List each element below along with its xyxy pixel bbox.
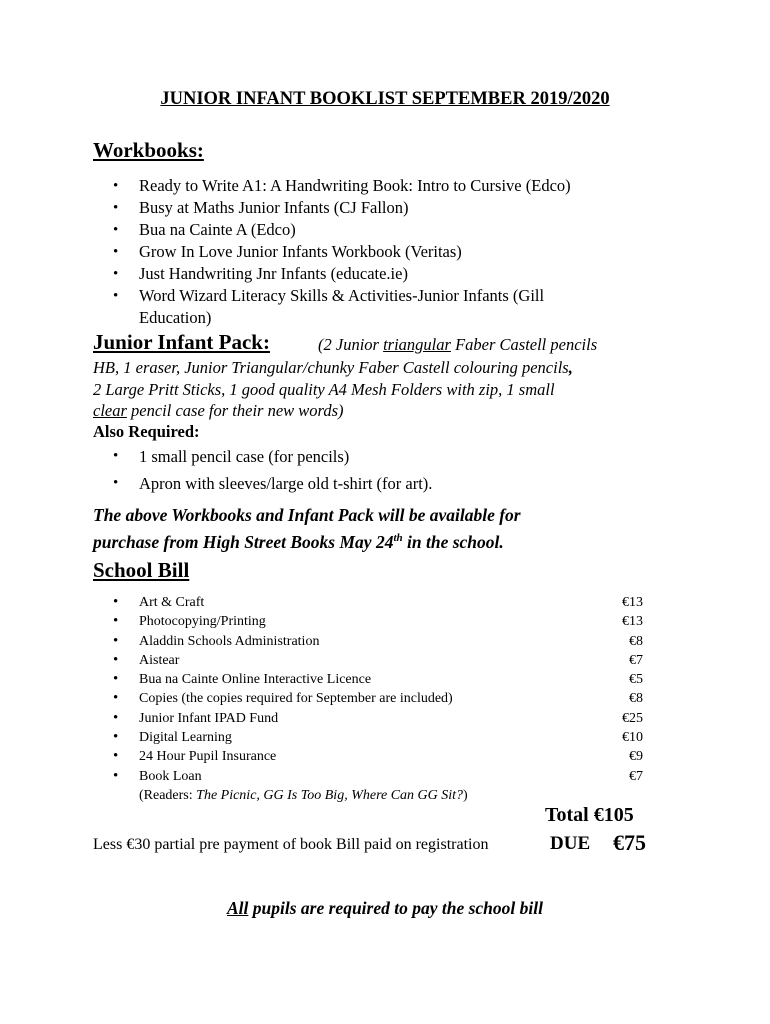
bullet-icon: • — [113, 594, 119, 610]
bullet-icon: • — [113, 767, 119, 784]
bullet-icon: • — [113, 613, 119, 630]
school-bill-list — [93, 593, 649, 805]
bullet-icon: • — [113, 709, 119, 726]
payment-requirement-note: All pupils are required to pay the school bill — [226, 898, 543, 918]
bullet-icon: • — [113, 178, 119, 194]
bill-item: • Aladdin Schools Administration €8 — [93, 632, 649, 651]
bullet-icon: • — [113, 475, 119, 491]
bill-total: Total €105 — [545, 804, 634, 826]
bullet-icon: • — [113, 632, 119, 649]
list-item: • Busy at Maths Junior Infants (CJ Fallon) — [113, 198, 409, 217]
list-item: • 1 small pencil case (for pencils) — [93, 443, 432, 470]
list-item: • Ready to Write A1: A Handwriting Book: Intro to Cursive (Edco) — [113, 176, 571, 195]
due-label: DUE — [550, 833, 591, 854]
pack-line-2: HB, 1 eraser, Junior Triangular/chunky Faber Castell colouring pencils, — [93, 358, 573, 377]
bullet-icon: • — [113, 266, 119, 282]
bullet-icon: • — [113, 671, 119, 688]
readers-note: (Readers: The Picnic, GG Is Too Big, Where Can GG Sit?) — [139, 787, 468, 803]
bill-item: • Aistear €7 — [93, 651, 649, 670]
bullet-icon: • — [113, 200, 119, 216]
bullet-icon: • — [113, 448, 119, 464]
list-item: • Apron with sleeves/large old t-shirt (for art). — [93, 470, 432, 497]
bullet-icon: • — [113, 288, 119, 304]
bullet-icon: • — [113, 651, 119, 668]
availability-note: The above Workbooks and Infant Pack will be available for purchase from High Street Books May 24th in the school. — [93, 505, 521, 552]
pack-heading: Junior Infant Pack: — [93, 330, 270, 354]
list-item: • Grow In Love Junior Infants Workbook (Veritas) — [113, 242, 462, 261]
school-bill-heading: School Bill — [93, 558, 190, 582]
pack-line-4: clear pencil case for their new words) — [93, 401, 344, 420]
bill-item: • Junior Infant IPAD Fund €25 — [93, 709, 649, 728]
bullet-icon: • — [113, 222, 119, 238]
also-required-heading: Also Required: — [93, 422, 200, 441]
bill-item: • 24 Hour Pupil Insurance €9 — [93, 747, 649, 766]
workbooks-list — [93, 175, 571, 329]
list-item: • Just Handwriting Jnr Infants (educate.ie) — [113, 264, 408, 283]
pack-line-1: (2 Junior triangular Faber Castell pencils — [318, 335, 598, 354]
workbooks-heading: Workbooks: — [93, 138, 204, 162]
bullet-icon: • — [113, 748, 119, 765]
bullet-icon: • — [113, 690, 119, 707]
due-amount: €75 — [613, 830, 646, 855]
bullet-icon: • — [113, 729, 119, 746]
list-item: • Word Wizard Literacy Skills & Activities-Junior Infants (Gill Education) — [113, 286, 545, 327]
prepayment-note: Less €30 partial pre payment of book Bill paid on registration — [93, 836, 489, 853]
pack-line-3: 2 Large Pritt Sticks, 1 good quality A4 Mesh Folders with zip, 1 small — [93, 380, 555, 399]
bill-item: • Bua na Cainte Online Interactive Licence €5 — [93, 670, 649, 689]
list-item: • Bua na Cainte A (Edco) — [113, 220, 296, 239]
bill-item: • Art & Craft €13 — [93, 593, 649, 612]
bill-item: • Book Loan €7 (Readers: The Picnic, GG Is Too Big, Where Can GG Sit?) — [113, 767, 643, 803]
bill-item: • Copies (the copies required for September are included) €8 — [93, 689, 649, 708]
bill-item: • Photocopying/Printing €13 — [93, 612, 649, 631]
also-required-list — [93, 443, 432, 497]
page-title: JUNIOR INFANT BOOKLIST SEPTEMBER 2019/2020 — [160, 89, 610, 109]
bullet-icon: • — [113, 244, 119, 260]
bill-item: • Digital Learning €10 — [93, 728, 649, 747]
